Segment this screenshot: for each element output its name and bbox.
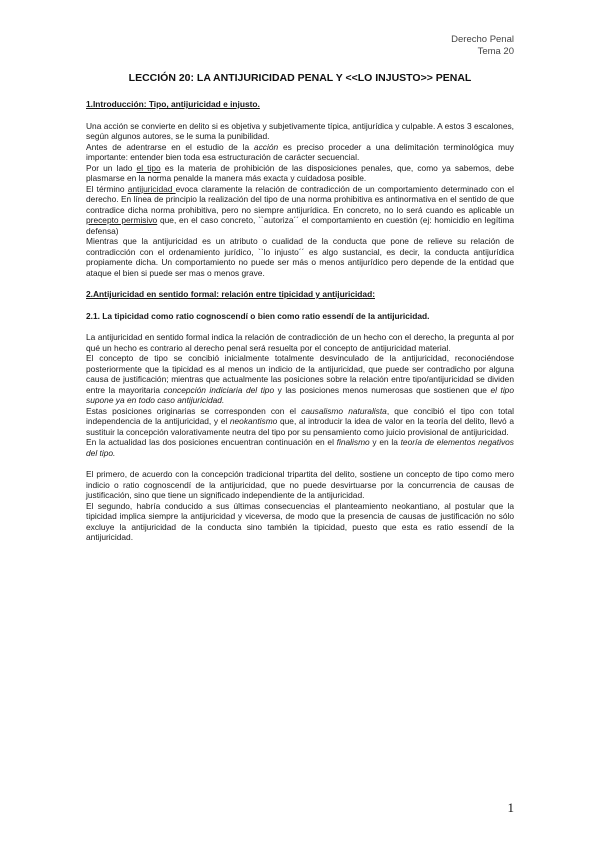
document-body	[86, 99, 514, 543]
paragraph: La antijuricidad en sentido formal indica la relación de contradicción de un hecho con el derecho, la pregunta al por qué un hecho es contrario al derecho penal será resuelta por el concepto de antijuricidad material.	[86, 332, 514, 353]
paragraph: Estas posiciones originarias se corresponden con el causalismo naturalista, que concibió el tipo con total independencia de la antijuricidad, y el neokantismo que, al introducir la idea de valor en la teoría del delito, llevó a sustituir la concepción valorativamente neutra del tipo por su pensamiento como juicio provisional de antijuricidad.	[86, 405, 515, 437]
paragraph: El primero, de acuerdo con la concepción tradicional tripartita del delito, sostiene un concepto de tipo como mero indicio o ratio cognoscendí de la antijuricidad, que no puede desvirtuarse por la concurrencia de causas de justificación, sino que tiene un significado independiente de la antijuricidad.	[86, 469, 514, 500]
paragraph: Antes de adentrarse en el estudio de la acción es preciso proceder a una delimitación terminológica muy importante: entender bien toda esa estructuración de carácter secuencial.	[86, 141, 514, 162]
paragraph: Una acción se convierte en delito si es objetiva y subjetivamente típica, antijurídica y culpable. A estos 3 escalones, según algunos autores, se le suma la punibilidad.	[86, 120, 514, 141]
section-heading-antijuricidad-formal: 2.Antijuricidad en sentido formal: relación entre tipicidad y antijuricidad:	[86, 289, 375, 299]
section-heading-introduccion: 1.Introducción: Tipo, antijuricidad e injusto.	[86, 99, 260, 109]
header-topic: Tema 20	[477, 46, 514, 57]
page-title: LECCIÓN 20: LA ANTIJURICIDAD PENAL Y <<LO INJUSTO>> PENAL	[128, 72, 472, 84]
paragraph: Mientras que la antijuricidad es un atributo o cualidad de la conducta que pone de relieve su relación de contradicción con el ordenamiento jurídico, ``lo injusto´´ es algo sustancial, es decir, la conducta antijurídica propiamente dicha. Un comportamiento no puede ser más o menos antijurídico pero depende de la entidad que ataque el bien si puede ser mas o menos grave.	[86, 236, 514, 278]
paragraph: Por un lado el tipo es la materia de prohibición de las disposiciones penales, que, como ya sabemos, debe plasmarse en la norma penalde la manera más exacta y cuidadosa posible.	[86, 162, 514, 183]
paragraph: En la actualidad las dos posiciones encuentran continuación en el finalismo y en la teoría de elementos negativos del tipo.	[86, 437, 514, 458]
page-number: 1	[507, 800, 514, 815]
paragraph: El término antijuricidad evoca claramente la relación de contradicción de un comportamiento determinado con el derecho. En línea de principio la realización del tipo de una norma prohibitiva es antinormativa en el sentido de que contradice dicha norma prohibitiva, pero no siempre antijurídica. En concreto, no lo será cuando es aplicable un precepto permisivo que, en el caso concreto, ``autoriza´´ el comportamiento en cuestión (ej: homicidio en legítima defensa)	[86, 183, 515, 236]
running-header	[451, 34, 514, 58]
subsection-heading: 2.1. La tipicidad como ratio cognoscendí o bien como ratio essendí de la antijuricidad.	[86, 310, 430, 321]
paragraph: El concepto de tipo se concibió inicialmente totalmente desvinculado de la antijuricidad, reconociéndose posteriormente que la tipicidad es al menos un indicio de la antijuricidad, que puede ser contradicho por alguna causa de justificación; mientras que actualmente las posiciones sobre la relación entre tipo/antijuricidad se dividen entre la mayoritaria concepción indiciaria del tipo y las posiciones menos numerosas que sostienen que el tipo supone ya en todo caso antijuricidad.	[86, 353, 514, 405]
paragraph: El segundo, habría conducido a sus últimas consecuencias el planteamiento neokantiano, al postular que la tipicidad implica siempre la antijuricidad y viceversa, de modo que la presencia de causas de justificación no sólo excluye la antijuricidad de la conducta sino también la tipicidad, puesto que esta es ratio essendí de la antijuricidad.	[86, 500, 514, 542]
header-subject: Derecho Penal	[451, 34, 514, 45]
